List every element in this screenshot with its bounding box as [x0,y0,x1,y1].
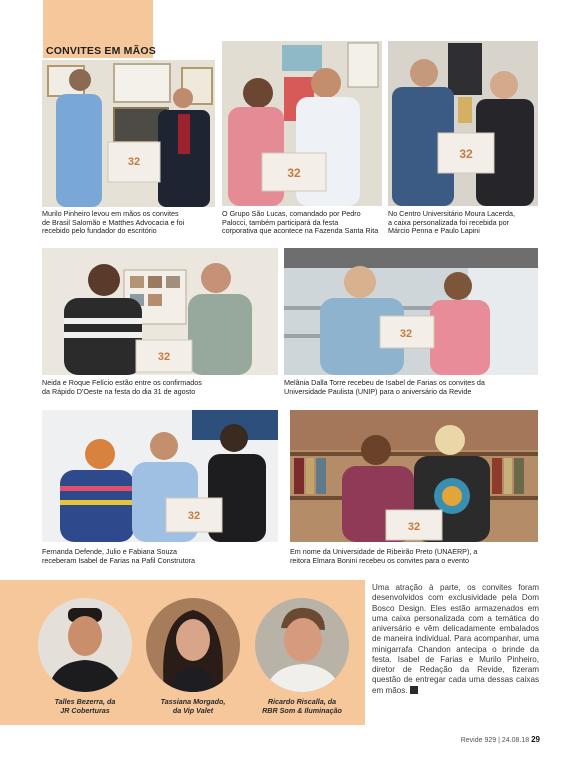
portrait-2-name: Tassiana Morgado, da Vip Valet [160,697,226,715]
caption-7: Em nome da Universidade de Ribeirão Preto (UNAERP), a reitora Elmara Bonini recebeu os convites para o evento [290,547,478,565]
page-number: 29 [531,735,540,744]
caption-2: O Grupo São Lucas, comandado por Pedro Palocci, também participará da festa corporativa que acontece na Fazenda Santa Rita [222,209,379,236]
caption-3: No Centro Universitário Moura Lacerda, a caixa personalizada foi recebida por Márcio Penna e Paulo Lapini [388,209,516,236]
folio-magazine: Revide 929 [460,737,497,744]
photo-6 [42,410,278,542]
photo-7 [290,410,538,542]
caption-4: Neida e Roque Felício estão entre os confirmados da Rápido D'Oeste na festa do dia 31 de agosto [42,378,202,396]
badge-number: 32 [459,147,473,161]
badge-number: 32 [157,351,171,363]
caption-6: Fernanda Defende, Julio e Fabiana Souza receberam Isabel de Farias na Pafil Construtora [42,547,196,565]
photo-1 [42,60,215,207]
badge-number: 32 [127,156,141,168]
badge-number: 32 [187,510,201,522]
badge-number: 32 [407,521,421,533]
folio-separator: | [498,737,500,744]
caption-1: Murilo Pinheiro levou em mãos os convites de Brasil Salomão e Matthes Advocacia e foi recebido pelo fundador do escritório [42,209,185,236]
badge-number: 32 [287,166,301,180]
portrait-3 [255,598,349,692]
photo-2 [222,41,382,206]
article-text: Uma atração à parte, os convites foram desenvolvidos com exclusividade pela Dom Bosco Design. Eles estão armazenados em uma caixa personalizada com a temática do aniversário e vêm delicadamente embalados de maneira individual. Para acompanhar, uma minigarrafa Chandon antecipa o brinde da festa. Isabel de Farias e Murilo Pinheiro, diretor de Redação da Revide, fizeram questão de entregar cada uma dessas caixas em mãos. [372,583,539,695]
photo-3 [388,41,538,206]
photo-4 [42,248,278,375]
badge-number: 32 [399,328,413,340]
portrait-1-name: Talles Bezerra, da JR Coberturas [54,697,116,715]
portrait-2 [146,598,240,692]
end-mark-icon [410,686,418,694]
folio-date: 24.08.18 [501,737,530,744]
photo-5 [284,248,538,375]
section-title: CONVITES EM MÃOS [46,45,156,57]
caption-5: Melânia Dalla Torre recebeu de Isabel de Farias os convites da Universidade Paulista (UNIP) para o aniversário da Revide [284,378,485,396]
portrait-3-name: Ricardo Riscalla, da RBR Som & Iluminação [262,697,342,715]
portrait-1 [38,598,132,692]
folio [440,735,540,744]
